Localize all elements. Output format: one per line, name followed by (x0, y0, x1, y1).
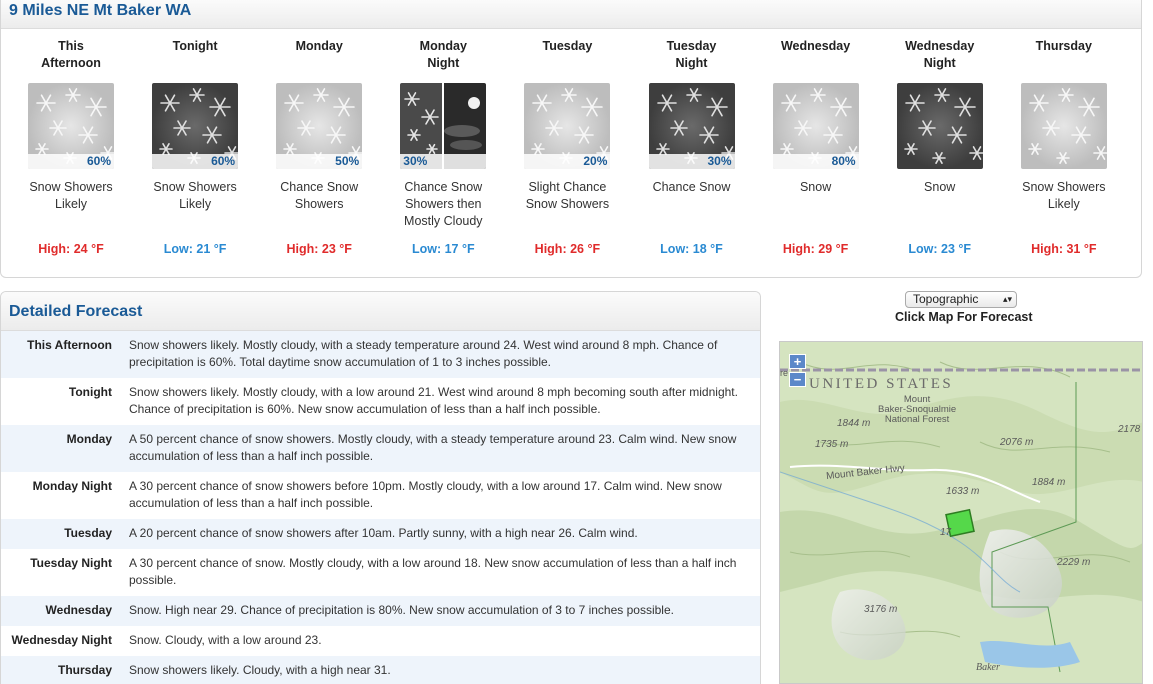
forecast-row-label: Tuesday (64, 526, 112, 540)
map-label-re: re (780, 368, 789, 378)
map-label-lake: Baker (976, 662, 1000, 673)
temperature: High: 23 °F (286, 242, 352, 256)
period-name: Tuesday (542, 39, 593, 53)
forecast-row-label: Wednesday Night (11, 633, 112, 647)
precip-chance: 30% (649, 154, 735, 169)
forecast-row (1, 549, 760, 596)
snow-night-icon[interactable] (897, 83, 983, 169)
forecast-row-label: Tuesday Night (30, 556, 112, 570)
short-description: Chance Snow Showers (280, 180, 359, 211)
map-label-forest: Mount Baker-Snoqualmie National Forest (878, 394, 957, 425)
map-label-elev-2229: 2229 m (1057, 557, 1091, 568)
forecast-map[interactable] (779, 341, 1143, 684)
forecast-row (1, 425, 760, 472)
period-name: Monday Night (419, 39, 467, 70)
detailed-forecast-panel (0, 291, 761, 684)
forecast-row-text: A 30 percent chance of snow. Mostly cloudy, with a low around 18. New snow accumulation of less than a half inch possible. (129, 556, 737, 587)
map-label-highway: Mount Baker Hwy (825, 462, 906, 483)
temperature: Low: 17 °F (411, 242, 475, 256)
map-label-elev-1633: 1633 m (946, 486, 980, 497)
detailed-forecast-list (1, 331, 760, 684)
forecast-row-text: A 50 percent chance of snow showers. Mostly cloudy, with a steady temperature around 23. Calm wind. New snow accumulation of less than a half inch possible. (129, 432, 737, 463)
tombstone[interactable] (754, 38, 878, 256)
period-name: Wednesday (780, 39, 851, 53)
period-name: Thursday (1035, 39, 1092, 53)
short-description: Snow (799, 180, 832, 194)
snow-day-icon[interactable] (773, 83, 859, 169)
snow-day-icon[interactable] (1021, 83, 1107, 169)
temperature: Low: 18 °F (660, 242, 723, 256)
precip-chance: 80% (773, 154, 859, 169)
forecast-panel (0, 0, 1142, 278)
temperature: High: 31 °F (1031, 242, 1097, 256)
map-label-country: UNITED STATES (809, 376, 954, 392)
forecast-row-text: A 20 percent chance of snow showers after 10am. Partly sunny, with a high near 26. Calm wind. (129, 526, 638, 540)
forecast-row-label: Monday Night (32, 479, 112, 493)
short-description: Snow Showers Likely (153, 180, 237, 211)
precip-chance: 20% (524, 154, 610, 169)
forecast-row-text: Snow showers likely. Mostly cloudy, with a steady temperature around 24. West wind around 8 mph. Chance of precipitation is 60%. Total daytime snow accumulation of 1 to 3 inches possible. (129, 338, 718, 369)
map-label-elev-2178: 2178 (1118, 424, 1141, 435)
map-label-elev-2076: 2076 m (1000, 437, 1034, 448)
period-name: Tuesday Night (666, 39, 717, 70)
forecast-row-label: Thursday (57, 663, 112, 677)
map-type-selected: Topographic (913, 292, 979, 306)
tombstone[interactable] (878, 38, 1002, 256)
tombstone[interactable] (1002, 38, 1126, 256)
tombstone[interactable] (630, 38, 754, 256)
period-name: Wednesday Night (905, 39, 975, 70)
forecast-row (1, 626, 760, 656)
snow-night-icon[interactable] (152, 83, 238, 169)
forecast-row-text: A 30 percent chance of snow showers before 10pm. Mostly cloudy, with a low around 17. Calm wind. New snow accumulation of less than a half inch possible. (129, 479, 722, 510)
period-name: This Afternoon (41, 39, 101, 70)
temperature: High: 24 °F (38, 242, 104, 256)
temperature: High: 29 °F (782, 242, 849, 256)
map-label-elev-1735: 1735 m (815, 439, 849, 450)
snow-night-icon[interactable] (649, 83, 735, 169)
forecast-row (1, 596, 760, 626)
map-type-select[interactable] (905, 291, 1017, 308)
select-arrows-icon: ▴▾ (1002, 294, 1012, 304)
snow-day-icon[interactable] (524, 83, 610, 169)
location-title: 9 Miles NE Mt Baker WA (9, 2, 192, 19)
temperature: High: 26 °F (534, 242, 601, 256)
period-name: Monday (295, 39, 343, 53)
map-label-elev-1884: 1884 m (1032, 477, 1066, 488)
short-description: Chance Snow (652, 180, 731, 194)
short-description: Slight Chance Snow Showers (525, 180, 610, 211)
tombstone[interactable] (505, 38, 629, 256)
map-label-elev-17: 17 (940, 527, 952, 538)
forecast-row-label: Tonight (68, 385, 112, 399)
zoom-out-button[interactable]: − (789, 372, 806, 387)
short-description: Snow Showers Likely (29, 180, 113, 211)
short-description: Chance Snow Showers then Mostly Cloudy (404, 180, 483, 228)
short-description: Snow (924, 180, 956, 194)
forecast-row-text: Snow showers likely. Cloudy, with a high near 31. (129, 663, 391, 677)
short-description: Snow Showers Likely (1022, 180, 1106, 211)
precip-chance: 60% (28, 154, 114, 169)
forecast-row-text: Snow showers likely. Mostly cloudy, with a low around 21. West wind around 8 mph becoming south after midnight. Chance of precipitation is 60%. New snow accumulation of less than a half inch possible. (129, 385, 738, 416)
topo-map-graphic (780, 342, 1143, 684)
forecast-row (1, 378, 760, 425)
forecast-row-text: Snow. High near 29. Chance of precipitation is 80%. New snow accumulation of 3 to 7 inches possible. (129, 603, 674, 617)
snow-day-icon[interactable] (28, 83, 114, 169)
precip-chance: 30% (400, 154, 486, 169)
tombstone[interactable] (133, 38, 257, 256)
snow-then-cloudy-night-icon[interactable] (400, 83, 486, 169)
tombstone[interactable] (257, 38, 381, 256)
temperature: Low: 21 °F (163, 242, 227, 256)
forecast-row (1, 519, 760, 549)
precip-chance: 60% (152, 154, 238, 169)
detailed-forecast-title: Detailed Forecast (9, 303, 143, 320)
forecast-row-label: Wednesday (45, 603, 112, 617)
tombstone[interactable] (9, 38, 133, 256)
zoom-in-button[interactable]: + (789, 354, 806, 369)
snow-day-icon[interactable] (276, 83, 362, 169)
map-caption: Click Map For Forecast (895, 310, 1033, 324)
precip-chance: 50% (276, 154, 362, 169)
forecast-row (1, 656, 760, 684)
map-label-elev-3176: 3176 m (864, 604, 898, 615)
forecast-row (1, 331, 760, 378)
forecast-row-label: Monday (66, 432, 112, 446)
tombstone[interactable] (381, 38, 505, 256)
forecast-row-text: Snow. Cloudy, with a low around 23. (129, 633, 322, 647)
forecast-row (1, 472, 760, 519)
forecast-row-label: This Afternoon (27, 338, 112, 352)
period-name: Tonight (172, 39, 218, 53)
map-label-elev-1844: 1844 m (837, 418, 871, 429)
temperature: Low: 23 °F (908, 242, 971, 256)
